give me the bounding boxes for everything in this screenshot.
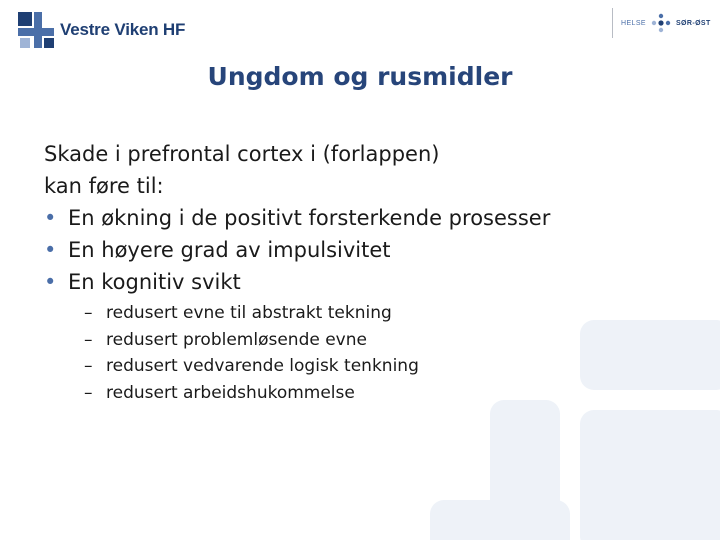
helse-logo-text: HELSE <box>621 19 646 27</box>
slide-body <box>44 138 684 406</box>
sub-bullet-text: redusert arbeidshukommelse <box>106 382 355 403</box>
sub-bullet-item <box>84 380 684 407</box>
bullet-marker: • <box>44 206 57 230</box>
sub-bullet-marker: – <box>84 382 93 403</box>
bullet-item <box>44 202 684 234</box>
bullet-text: En økning i de positivt forsterkende prosesser <box>68 206 551 230</box>
sub-bullet-text: redusert evne til abstrakt tekning <box>106 303 392 323</box>
helse-sor-ost-logo <box>612 8 712 38</box>
vestre-viken-cross-logo-icon <box>18 12 54 48</box>
sub-bullet-item <box>84 327 684 354</box>
helse-sor-ost-dots-logo-icon <box>650 12 672 34</box>
intro-line-2: kan føre til: <box>44 174 164 198</box>
sub-bullet-text: redusert problemløsende evne <box>106 329 367 350</box>
bullet-item <box>44 234 684 266</box>
bullet-text: En høyere grad av impulsivitet <box>68 238 391 262</box>
intro-line-1: Skade i prefrontal cortex i (forlappen) <box>44 142 440 166</box>
bullet-marker: • <box>44 238 57 262</box>
bullet-text: En kognitiv svikt <box>68 270 241 294</box>
vestre-viken-logo <box>18 12 185 48</box>
bullet-item <box>44 266 684 298</box>
sub-bullet-item <box>84 300 684 327</box>
sub-bullet-marker: – <box>84 329 93 350</box>
sub-bullet-text: redusert vedvarende logisk tenkning <box>106 356 419 376</box>
sub-bullet-list <box>44 300 684 406</box>
bullet-list <box>44 202 684 298</box>
sor-ost-logo-text: SØR-ØST <box>675 19 711 27</box>
bullet-marker: • <box>44 270 57 294</box>
sub-bullet-marker: – <box>84 356 93 376</box>
sub-bullet-marker: – <box>84 303 93 323</box>
slide-title: Ungdom og rusmidler <box>207 62 513 91</box>
sub-bullet-item <box>84 353 684 380</box>
vestre-viken-logo-text: Vestre Viken HF <box>60 20 186 39</box>
